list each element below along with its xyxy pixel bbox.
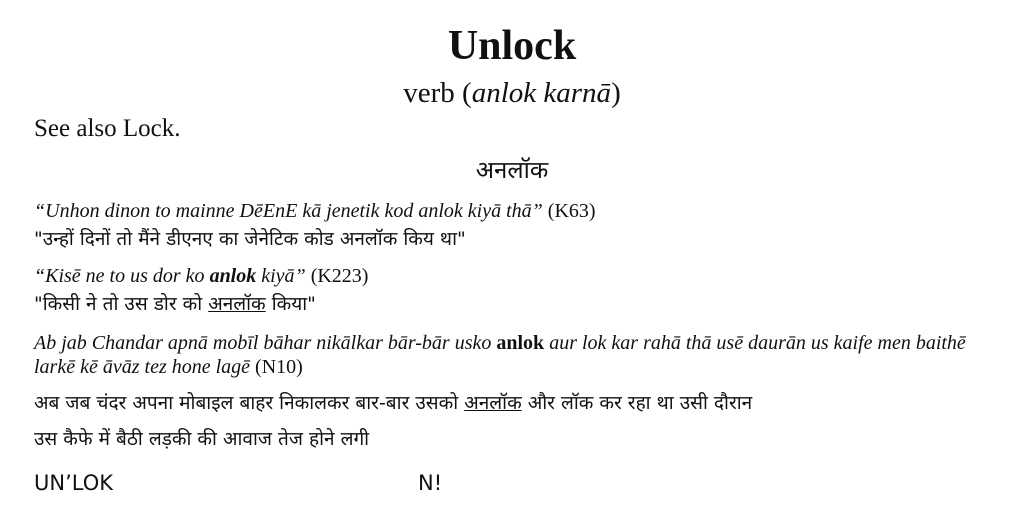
quote-close: ”: [294, 265, 306, 287]
example-3-hindi-pre: अब जब चंदर अपना मोबाइल बाहर निकालकर बार-बार उसको: [34, 392, 465, 414]
example-3-translit-post: aur lok kar rahā thā usē daurān us kaife men baithē larkē kē āvāz tez hone lagē: [34, 332, 966, 378]
paren-open: (: [454, 77, 472, 109]
example-3-transliteration: [34, 331, 994, 379]
example-2-transliteration: [34, 264, 368, 288]
example-3-hindi-line-2: उस कैफे में बैठी लड़की की आवाज तेज होने लगी: [34, 428, 370, 450]
example-3-translit-pre: Ab jab Chandar apnā mobīl bāhar nikālkar bār-bār usko: [34, 332, 497, 354]
part-of-speech-line: [0, 76, 1024, 110]
example-2-translit-pre: Kisē ne to us dor ko: [45, 265, 210, 287]
example-1-hindi: "उन्हों दिनों तो मैंने डीएनए का जेनेटिक कोड अनलॉक किय था": [34, 228, 466, 250]
example-2-hindi-post: किया": [265, 293, 316, 315]
example-3-translit-keyword: anlok: [496, 332, 545, 354]
quote-open: “: [34, 265, 46, 287]
see-also-reference: See also Lock.: [34, 115, 181, 142]
example-2-translit-keyword: anlok: [209, 265, 257, 287]
paren-close: ): [611, 77, 621, 109]
example-2-hindi-pre: "किसी ने तो उस डोर को: [34, 293, 209, 315]
entry-title: Unlock: [447, 23, 577, 69]
pronunciation-label: UN’LOK: [34, 471, 114, 495]
example-3-reference: (N10): [250, 356, 303, 378]
part-of-speech: verb: [403, 77, 455, 109]
example-1-translit-text: Unhon dinon to mainne DēEnE kā jenetik kod anlok kiyā thā: [45, 200, 532, 222]
example-1-reference: (K63): [542, 200, 596, 222]
example-1-transliteration: [34, 199, 596, 223]
example-2-hindi-keyword: अनलॉक: [208, 293, 266, 315]
footer-note: N!: [418, 471, 443, 495]
example-3-hindi-keyword: अनलॉक: [464, 392, 522, 414]
part-of-speech-transliteration: anlok karnā: [471, 77, 612, 109]
example-2-reference: (K223): [305, 265, 369, 287]
example-3-hindi-line-1: [34, 389, 752, 417]
headword-hindi: अनलॉक: [475, 156, 549, 184]
example-3-hindi-post: और लॉक कर रहा था उसी दौरान: [521, 392, 753, 414]
example-2-translit-post: kiyā: [256, 265, 295, 287]
quote-open: “: [34, 200, 46, 222]
quote-close: ”: [531, 200, 543, 222]
example-2-hindi: [34, 290, 316, 318]
